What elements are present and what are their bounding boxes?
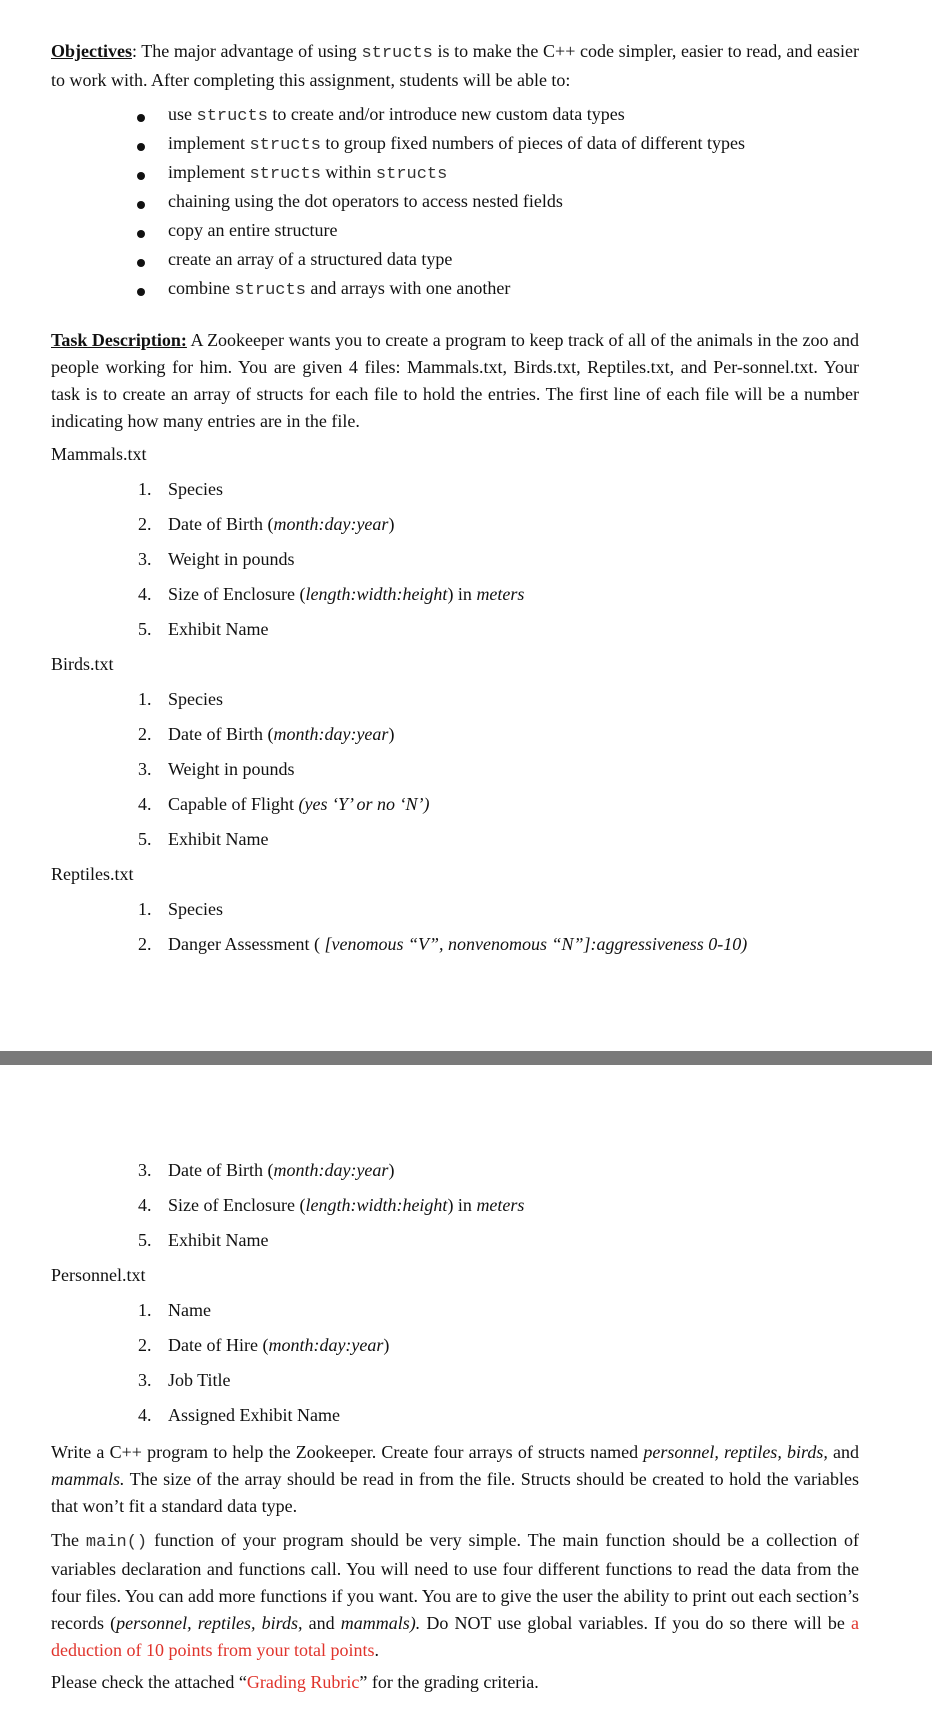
field-item: Weight in pounds [168, 549, 295, 569]
file-label-reptiles: Reptiles.txt [51, 864, 134, 884]
objective-item: use structs to create and/or introduce new custom data types [168, 104, 625, 126]
field-item: Species [168, 479, 223, 499]
field-item: Assigned Exhibit Name [168, 1405, 340, 1425]
file-label-personnel: Personnel.txt [51, 1265, 146, 1285]
field-item: Capable of Flight (yes ‘Y’ or no ‘N’) [168, 794, 430, 814]
objective-item: create an array of a structured data type [168, 249, 453, 269]
write-paragraph: Write a C++ program to help the Zookeeper. Create four arrays of structs named personnel, reptiles, birds, and mammals. The size of the array should be read in from the file. Structs should be created to hold the variables that won’t fit a standard data type. [51, 1442, 860, 1516]
field-item: Date of Birth (month:day:year) [168, 514, 395, 534]
bullet-dot [137, 201, 145, 209]
task-description: Task Description: A Zookeeper wants you to create a program to keep track of all of the animals in the zoo and people working for him. You are given 4 files: Mammals.txt, Birds.txt, Reptiles.txt, and Per-sonnel.txt. Your task is to create an array of structs for each file to hold the entries. The first line of each file will be a number indicating how many entries are in the file. [51, 330, 859, 431]
field-item: Exhibit Name [168, 829, 269, 849]
field-item: Date of Hire (month:day:year) [168, 1335, 390, 1355]
task-heading: Task Description: [51, 330, 187, 350]
field-item: Size of Enclosure (length:width:height) in meters [168, 1195, 525, 1215]
objective-item: implement structs within structs [168, 162, 448, 184]
objective-item: implement structs to group fixed numbers of pieces of data of different types [168, 133, 745, 155]
bullet-dot [137, 172, 145, 180]
field-item: Date of Birth (month:day:year) [168, 724, 395, 744]
field-item: Exhibit Name [168, 1230, 269, 1250]
objectives-heading: Objectives [51, 41, 132, 61]
field-item: Weight in pounds [168, 759, 295, 779]
field-item: Size of Enclosure (length:width:height) in meters [168, 584, 525, 604]
bullet-dot [137, 114, 145, 122]
field-item: Date of Birth (month:day:year) [168, 1160, 395, 1180]
rubric-note: Please check the attached “Grading Rubric” for the grading criteria. [51, 1672, 539, 1692]
file-label-mammals: Mammals.txt [51, 444, 147, 464]
field-item: Exhibit Name [168, 619, 269, 639]
bullet-dot [137, 230, 145, 238]
field-item: Species [168, 689, 223, 709]
objective-item: chaining using the dot operators to access nested fields [168, 191, 563, 211]
objective-item: copy an entire structure [168, 220, 338, 240]
field-item: Job Title [168, 1370, 231, 1390]
field-item: Name [168, 1300, 211, 1320]
objectives-paragraph: Objectives: The major advantage of using structs is to make the C++ code simpler, easier to read, and easier to work with. After completing this assignment, students will be able to: [51, 41, 859, 90]
bullet-dot [137, 288, 145, 296]
bullet-dot [137, 259, 145, 267]
bullet-dot [137, 143, 145, 151]
grading-rubric-link[interactable]: Grading Rubric [246, 1672, 360, 1692]
deduction-warning: a deduction of 10 points from your total points [51, 1613, 859, 1660]
objective-item: combine structs and arrays with one another [168, 278, 511, 300]
page-break-divider [0, 1051, 932, 1065]
field-item: Species [168, 899, 223, 919]
file-label-birds: Birds.txt [51, 654, 114, 674]
field-item: Danger Assessment ( [venomous “V”, nonvenomous “N”]:aggressiveness 0-10) [168, 934, 748, 954]
main-function-paragraph: The main() function of your program should be very simple. The main function should be a collection of variables declaration and functions call. You will need to use four different functions to read the data from the four files. You can add more functions if you want. You are to give the user the ability to print out each section’s records (personnel, reptiles, birds, and mammals). Do NOT use global variables. If you do so there will be a deduction of 10 points from your total points. [51, 1530, 860, 1660]
